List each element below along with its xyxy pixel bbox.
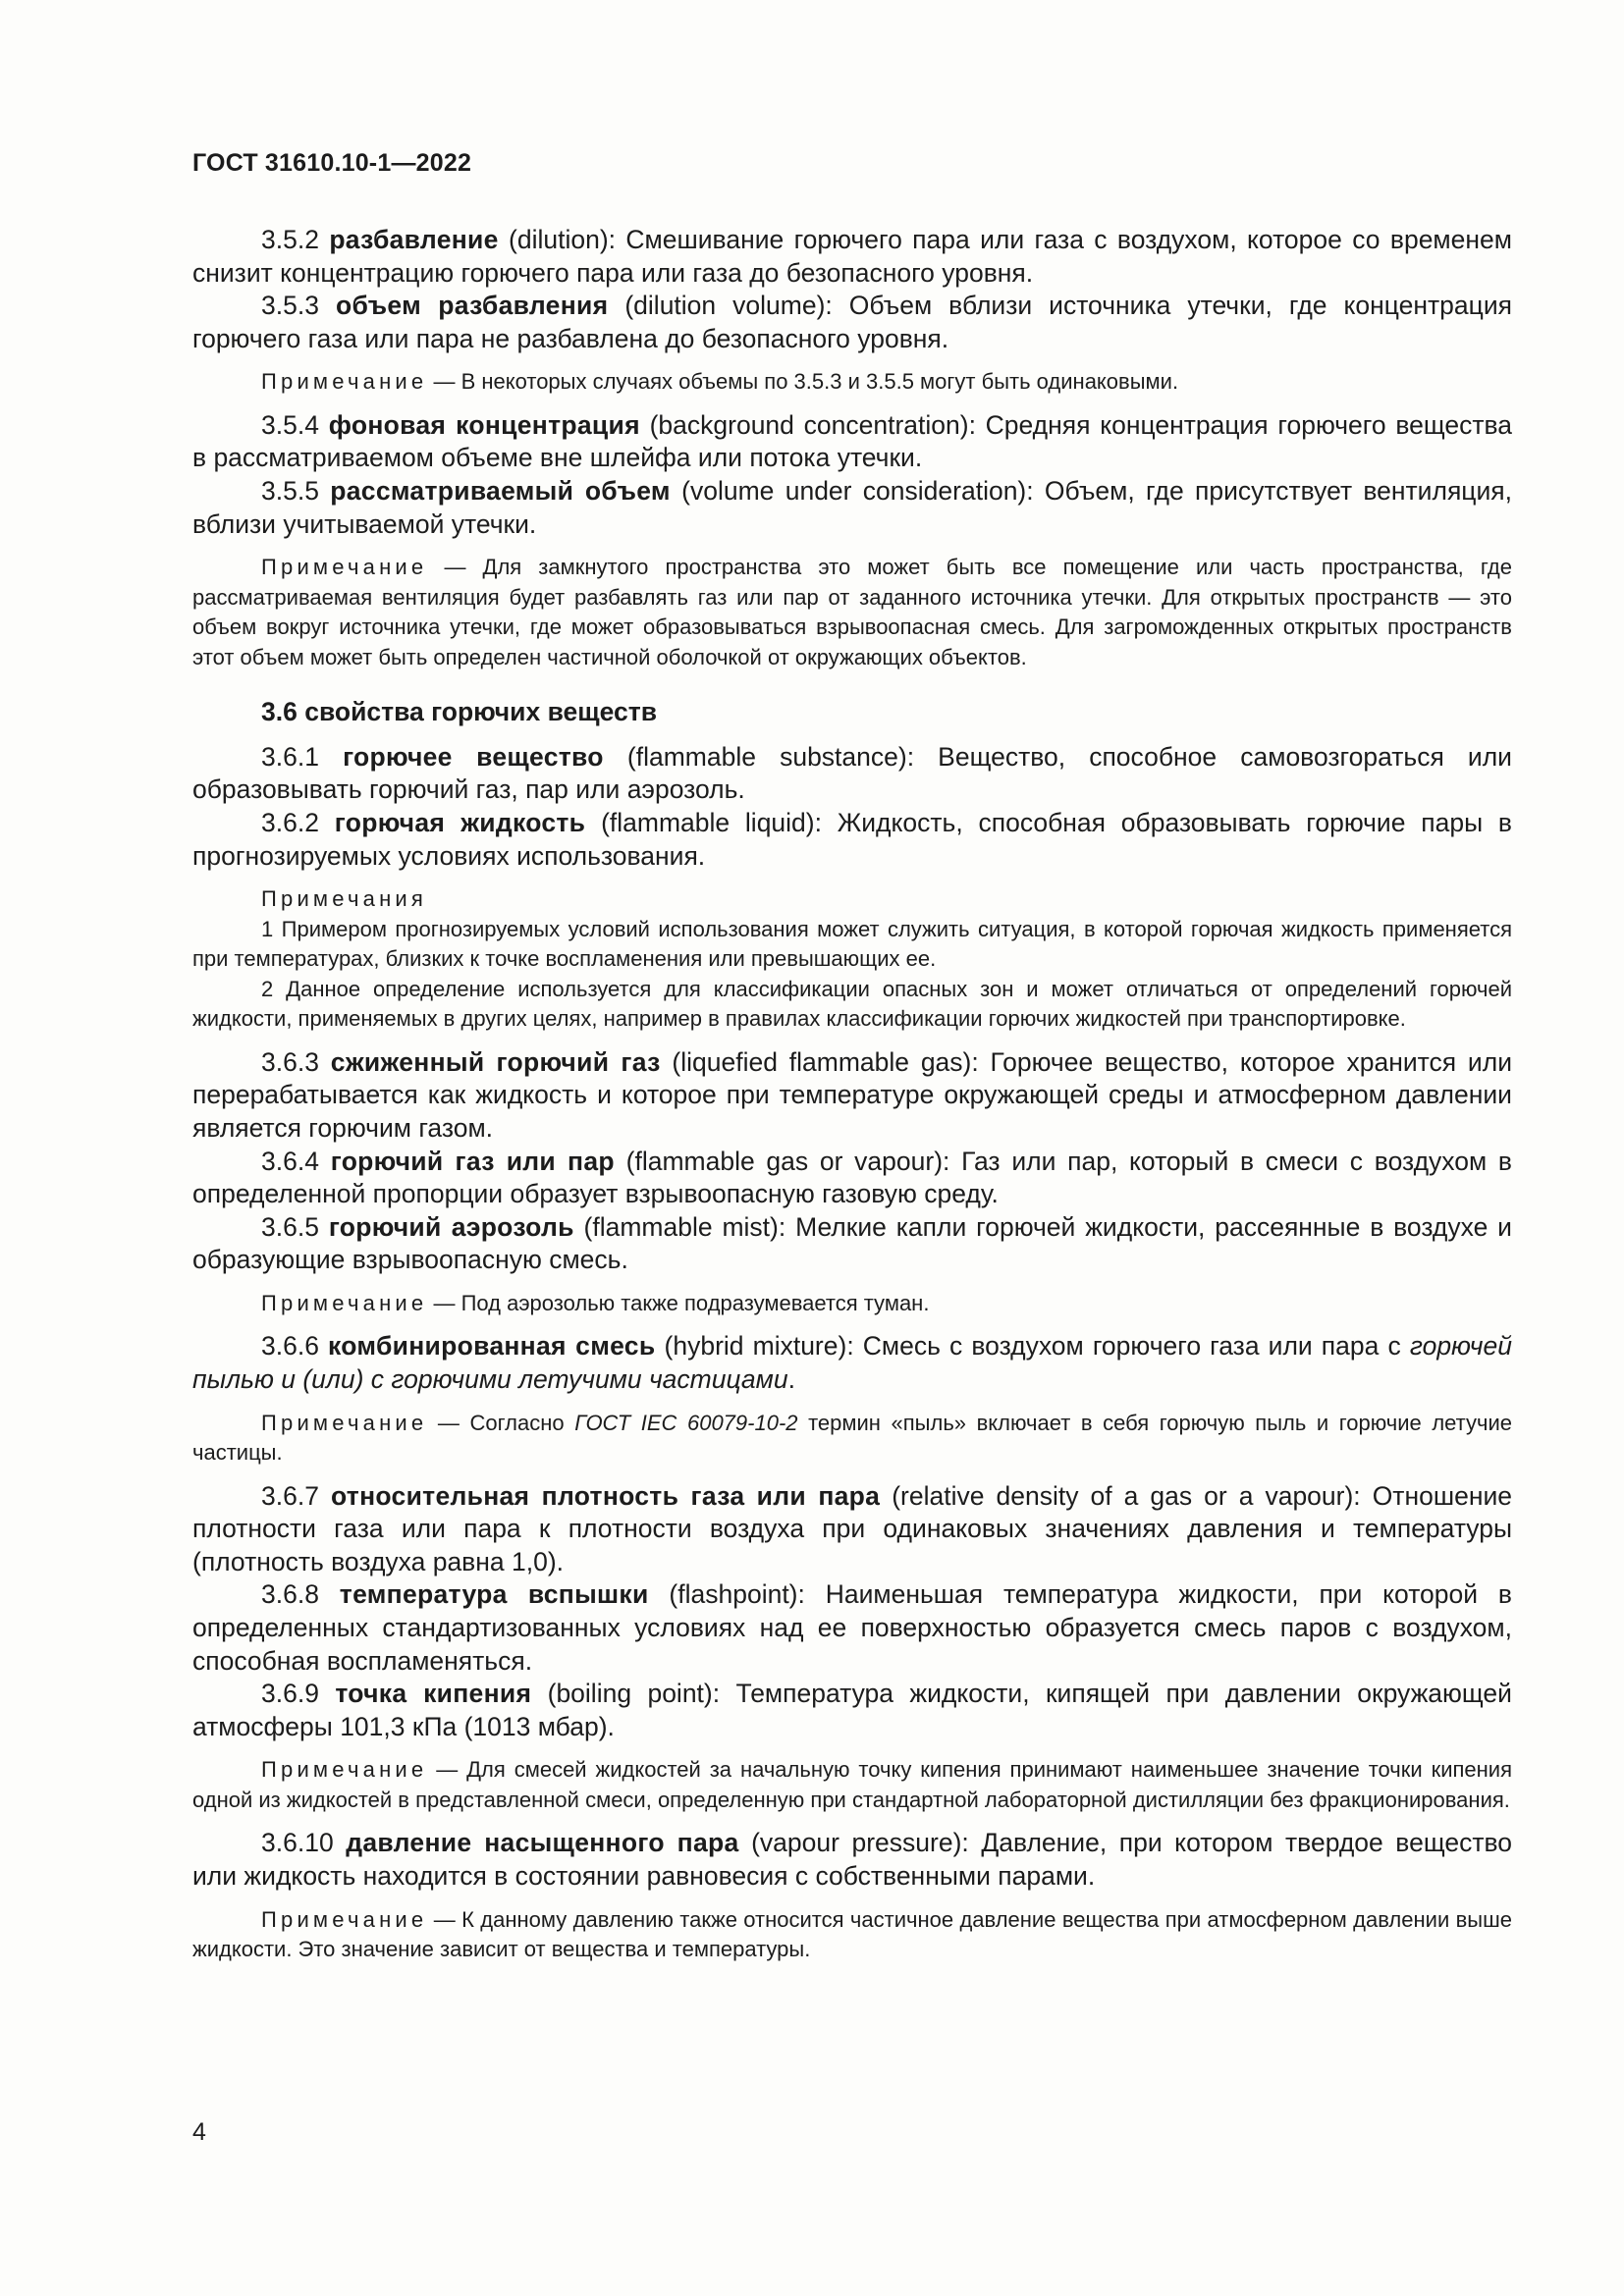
clause-3-6-8: 3.6.8 температура вспышки (flashpoint): Наименьшая температура жидкости, при которой в определенных стандартизованных условиях над ее поверхностью образуется смесь паров с воздухом, способная воспламеняться.: [192, 1579, 1512, 1676]
section-heading-3-6: 3.6 свойства горючих веществ: [261, 697, 658, 727]
clause-3-6-7: 3.6.7 относительная плотность газа или пара (relative density of a gas or a vapour): Отношение плотности газа или пара к плотности воздуха при одинаковых значениях давления и температуры (плотность воздуха равна 1,0).: [192, 1480, 1512, 1576]
clause-3-5-3: 3.5.3 объем разбавления (dilution volume): Объем вблизи источника утечки, где концентрация горючего газа или пара не разбавлена до безопасного уровня.: [192, 291, 1512, 353]
note-3-5-5: Примечание — Для замкнутого пространства это может быть все помещение или часть пространства, где рассматриваемая вентиляция будет разбавлять газ или пар от заданного источника утечки. Для открытых пространств — это объем вокруг источника утечки, где может образовываться взрывоопасная смесь. Для загроможденных открытых пространств этот объем может быть определен частичной оболочкой от окружающих объектов.: [192, 555, 1512, 669]
clause-3-5-5: 3.5.5 рассматриваемый объем (volume under consideration): Объем, где присутствует вентиляция, вблизи учитываемой утечки.: [192, 476, 1512, 539]
clause-3-6-4: 3.6.4 горючий газ или пар (flammable gas or vapour): Газ или пар, который в смеси с воздухом в определенной пропорции образует взрывоопасную газовую среду.: [192, 1146, 1513, 1209]
clause-3-5-2: 3.5.2 разбавление (dilution): Смешивание горючего пара или газа с воздухом, которое со временем снизит концентрацию горючего пара или газа до безопасного уровня.: [192, 225, 1512, 288]
clause-3-6-3: 3.6.3 сжиженный горючий газ (liquefied flammable gas): Горючее вещество, которое хранится или перерабатывается как жидкость и которое при температуре окружающей среды и атмосферном давлении является горючим газом.: [192, 1046, 1512, 1143]
notes-label-3-6-2: Примечания: [261, 886, 428, 912]
clause-3-6-2: 3.6.2 горючая жидкость (flammable liquid): Жидкость, способная образовывать горючие пары в прогнозируемых условиях использования.: [192, 808, 1513, 871]
page-number: 4: [192, 2118, 206, 2146]
document-header: ГОСТ 31610.10-1—2022: [192, 149, 472, 177]
note-3-6-6: Примечание — Согласно ГОСТ IEC 60079-10-2 термин «пыль» включает в себя горючую пыль и горючие летучие частицы.: [192, 1410, 1512, 1466]
note-3-5-3: Примечание — В некоторых случаях объемы по 3.5.3 и 3.5.5 могут быть одинаковыми.: [261, 369, 1179, 395]
note-3-6-9: Примечание — Для смесей жидкостей за начальную точку кипения принимают наименьшее значение точки кипения одной из жидкостей в представленной смеси, определенную при стандартной лабораторной дистилляции без фракционирования.: [192, 1757, 1512, 1812]
note-3-6-10: Примечание — К данному давлению также относится частичное давление вещества при атмосферном давлении выше жидкости. Это значение зависит от вещества и температуры.: [192, 1906, 1512, 1961]
document-body: [192, 224, 1512, 1965]
clause-3-6-9: 3.6.9 точка кипения (boiling point): Температура жидкости, кипящей при давлении окружающей атмосферы 101,3 кПа (1013 мбар).: [192, 1679, 1512, 1741]
clause-3-5-4: 3.5.4 фоновая концентрация (background concentration): Средняя концентрация горючего вещества в рассматриваемом объеме вне шлейфа или потока утечки.: [192, 409, 1512, 473]
note-3-6-5: Примечание — Под аэрозолью также подразумевается туман.: [261, 1290, 930, 1315]
clause-3-6-5: 3.6.5 горючий аэрозоль (flammable mist): Мелкие капли горючей жидкости, рассеянные в воздухе и образующие взрывоопасную смесь.: [192, 1211, 1512, 1275]
clause-3-6-10: 3.6.10 давление насыщенного пара (vapour pressure): Давление, при котором твердое вещество или жидкость находится в состоянии равновесия с собственными парами.: [192, 1828, 1512, 1891]
clause-3-6-1: 3.6.1 горючее вещество (flammable substance): Вещество, способное самовозгораться или образовывать горючий газ, пар или аэрозоль.: [192, 741, 1512, 805]
note-item-2: 2 Данное определение используется для классификации опасных зон и может отличаться от определений горючей жидкости, применяемых в других целях, например в правилах классификации горючих жидкостей при транспортировке.: [192, 976, 1512, 1032]
note-item-1: 1 Примером прогнозируемых условий использования может служить ситуация, в которой горючая жидкость применяется при температурах, близких к точке воспламенения или превышающих ее.: [192, 916, 1512, 972]
clause-3-6-6: 3.6.6 комбинированная смесь (hybrid mixture): Смесь с воздухом горючего газа или пара с горючей пылью и (или) с горючими летучими частицами.: [192, 1331, 1512, 1394]
